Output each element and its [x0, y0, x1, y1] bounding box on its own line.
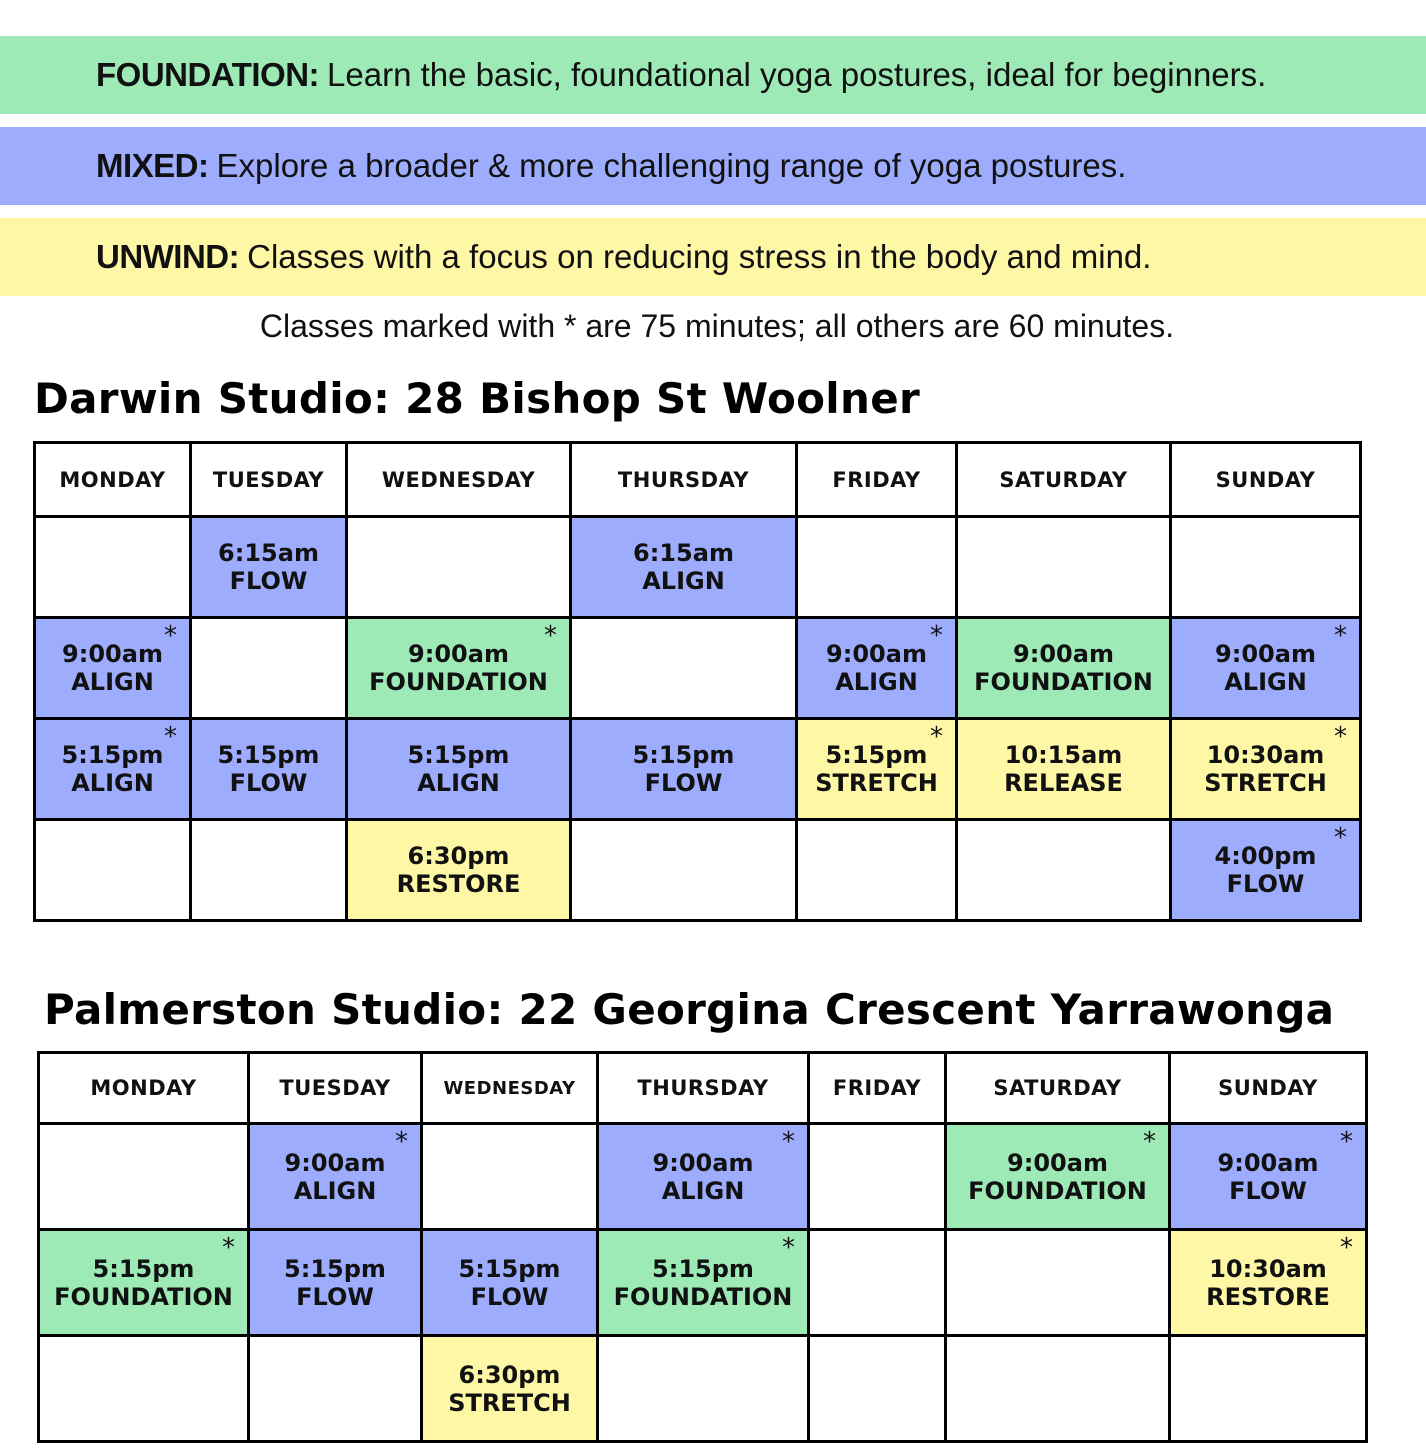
table-row	[39, 1230, 1367, 1336]
day-header-sunday: SUNDAY	[1171, 443, 1361, 517]
class-name: FLOW	[1226, 870, 1305, 898]
class-name: FLOW	[470, 1282, 549, 1311]
class-name: STRETCH	[815, 769, 938, 797]
legend-mixed	[0, 127, 1426, 205]
class-slot-foundation	[347, 618, 571, 719]
legend-mixed-text: Explore a broader & more challenging range of yoga postures.	[216, 147, 1127, 184]
class-name: ALIGN	[71, 769, 154, 797]
class-name: RELEASE	[1004, 769, 1123, 797]
class-name: FOUNDATION	[613, 1282, 793, 1311]
empty-slot	[809, 1230, 946, 1336]
header-row	[39, 1053, 1367, 1124]
class-slot-flow	[571, 719, 797, 820]
empty-slot	[347, 517, 571, 618]
class-name: RESTORE	[396, 870, 521, 898]
day-header-thursday: THURSDAY	[598, 1053, 809, 1124]
class-time: 9:00am	[652, 1148, 754, 1177]
day-header-sunday: SUNDAY	[1170, 1053, 1367, 1124]
long-class-marker: *	[1334, 621, 1347, 651]
long-class-marker: *	[930, 621, 943, 651]
class-slot-foundation	[598, 1230, 809, 1336]
class-time: 9:00am	[1215, 640, 1316, 668]
day-header-thursday: THURSDAY	[571, 443, 797, 517]
class-slot-align	[35, 719, 191, 820]
day-header-friday: FRIDAY	[809, 1053, 946, 1124]
day-header-saturday: SATURDAY	[957, 443, 1171, 517]
long-class-marker: *	[164, 722, 177, 752]
class-slot-align	[598, 1124, 809, 1230]
class-name: ALIGN	[835, 668, 918, 696]
long-class-marker: *	[1143, 1127, 1156, 1157]
day-header-friday: FRIDAY	[797, 443, 957, 517]
legend-unwind-text: Classes with a focus on reducing stress in the body and mind.	[247, 238, 1152, 275]
class-time: 5:15pm	[61, 741, 164, 769]
class-time: 6:30pm	[458, 1360, 561, 1389]
legend-unwind	[0, 218, 1426, 296]
long-class-marker: *	[1334, 722, 1347, 752]
long-class-marker: *	[782, 1127, 795, 1157]
class-slot-align	[249, 1124, 422, 1230]
class-slot-stretch	[422, 1336, 598, 1442]
day-header-wednesday: WEDNESDAY	[347, 443, 571, 517]
class-time: 5:15pm	[458, 1254, 561, 1283]
class-time: 9:00am	[1013, 640, 1114, 668]
empty-slot	[422, 1124, 598, 1230]
class-slot-align	[797, 618, 957, 719]
empty-slot	[1170, 1336, 1367, 1442]
day-header-tuesday: TUESDAY	[191, 443, 347, 517]
legend-foundation-text: Learn the basic, foundational yoga postures, ideal for beginners.	[327, 56, 1267, 93]
class-time: 5:15pm	[825, 741, 928, 769]
class-slot-align	[571, 517, 797, 618]
class-name: ALIGN	[661, 1176, 745, 1205]
empty-slot	[39, 1336, 249, 1442]
empty-slot	[797, 517, 957, 618]
class-name: FOUNDATION	[968, 1176, 1147, 1205]
schedule-table-darwin	[33, 441, 1362, 922]
long-class-marker: *	[395, 1127, 408, 1157]
legend-foundation-label: FOUNDATION:	[96, 56, 320, 93]
class-time: 6:30pm	[407, 842, 510, 870]
table-row	[35, 618, 1361, 719]
long-class-marker: *	[1334, 823, 1347, 853]
class-name: FLOW	[229, 567, 308, 595]
long-class-marker: *	[1340, 1127, 1353, 1157]
class-name: ALIGN	[642, 567, 725, 595]
class-name: FOUNDATION	[974, 668, 1153, 696]
class-name: FLOW	[644, 769, 723, 797]
table-row	[39, 1124, 1367, 1230]
legend-unwind-label: UNWIND:	[96, 238, 240, 275]
empty-slot	[809, 1124, 946, 1230]
class-slot-flow	[191, 517, 347, 618]
class-time: 9:00am	[1007, 1148, 1108, 1177]
empty-slot	[35, 517, 191, 618]
class-time: 10:15am	[1004, 741, 1123, 769]
day-header-monday: MONDAY	[39, 1053, 249, 1124]
long-class-marker: *	[164, 621, 177, 651]
class-slot-flow	[422, 1230, 598, 1336]
class-name: ALIGN	[417, 769, 500, 797]
class-name: RESTORE	[1206, 1282, 1330, 1311]
empty-slot	[39, 1124, 249, 1230]
studio-title-darwin: Darwin Studio: 28 Bishop St Woolner	[34, 374, 920, 423]
class-time: 9:00am	[1217, 1148, 1319, 1177]
class-slot-stretch	[797, 719, 957, 820]
day-header-monday: MONDAY	[35, 443, 191, 517]
table-row	[35, 719, 1361, 820]
table-row	[35, 517, 1361, 618]
long-class-marker: *	[930, 722, 943, 752]
empty-slot	[571, 618, 797, 719]
class-time: 6:15am	[218, 539, 319, 567]
class-name: FLOW	[296, 1282, 374, 1311]
class-time: 5:15pm	[284, 1254, 386, 1283]
empty-slot	[946, 1336, 1170, 1442]
class-name: FLOW	[229, 769, 308, 797]
class-name: STRETCH	[1204, 769, 1327, 797]
class-slot-foundation	[39, 1230, 249, 1336]
class-name: FOUNDATION	[369, 668, 548, 696]
long-class-marker: *	[222, 1233, 235, 1263]
class-name: ALIGN	[1224, 668, 1307, 696]
long-class-marker: *	[782, 1233, 795, 1263]
empty-slot	[957, 517, 1171, 618]
empty-slot	[809, 1336, 946, 1442]
class-slot-flow	[1171, 820, 1361, 921]
class-time: 10:30am	[1206, 741, 1325, 769]
class-slot-flow	[249, 1230, 422, 1336]
class-slot-foundation	[957, 618, 1171, 719]
class-name: ALIGN	[293, 1176, 377, 1205]
class-name: FLOW	[1229, 1176, 1307, 1205]
legend-mixed-label: MIXED:	[96, 147, 209, 184]
class-name: STRETCH	[448, 1388, 571, 1417]
class-time: 6:15am	[633, 539, 734, 567]
empty-slot	[1171, 517, 1361, 618]
class-slot-flow	[1170, 1124, 1367, 1230]
class-time: 9:00am	[62, 640, 163, 668]
long-class-marker: *	[544, 621, 557, 651]
class-slot-align	[1171, 618, 1361, 719]
empty-slot	[571, 820, 797, 921]
empty-slot	[35, 820, 191, 921]
day-header-tuesday: TUESDAY	[249, 1053, 422, 1124]
legend-foundation	[0, 36, 1426, 114]
table-row	[39, 1336, 1367, 1442]
class-slot-restore	[347, 820, 571, 921]
class-time: 5:15pm	[652, 1254, 754, 1283]
class-time: 5:15pm	[632, 741, 735, 769]
empty-slot	[249, 1336, 422, 1442]
class-time: 9:00am	[284, 1148, 386, 1177]
table-row	[35, 820, 1361, 921]
empty-slot	[797, 820, 957, 921]
empty-slot	[191, 820, 347, 921]
day-header-saturday: SATURDAY	[946, 1053, 1170, 1124]
class-time: 5:15pm	[92, 1254, 195, 1283]
empty-slot	[946, 1230, 1170, 1336]
duration-note: Classes marked with * are 75 minutes; all others are 60 minutes.	[259, 308, 1175, 344]
class-slot-flow	[191, 719, 347, 820]
class-time: 5:15pm	[407, 741, 510, 769]
header-row	[35, 443, 1361, 517]
studio-title-palmerston: Palmerston Studio: 22 Georgina Crescent Yarrawonga	[44, 985, 1335, 1034]
class-time: 10:30am	[1209, 1254, 1327, 1283]
class-name: ALIGN	[71, 668, 154, 696]
schedule-table-palmerston	[37, 1051, 1368, 1443]
class-slot-align	[35, 618, 191, 719]
class-time: 5:15pm	[217, 741, 320, 769]
class-time: 9:00am	[408, 640, 509, 668]
class-slot-release	[957, 719, 1171, 820]
empty-slot	[598, 1336, 809, 1442]
long-class-marker: *	[1340, 1233, 1353, 1263]
class-slot-stretch	[1171, 719, 1361, 820]
class-time: 4:00pm	[1214, 842, 1317, 870]
class-name: FOUNDATION	[54, 1282, 233, 1311]
class-slot-foundation	[946, 1124, 1170, 1230]
day-header-wednesday: WEDNESDAY	[422, 1053, 598, 1124]
class-slot-align	[347, 719, 571, 820]
class-slot-restore	[1170, 1230, 1367, 1336]
empty-slot	[957, 820, 1171, 921]
empty-slot	[191, 618, 347, 719]
class-time: 9:00am	[826, 640, 927, 668]
